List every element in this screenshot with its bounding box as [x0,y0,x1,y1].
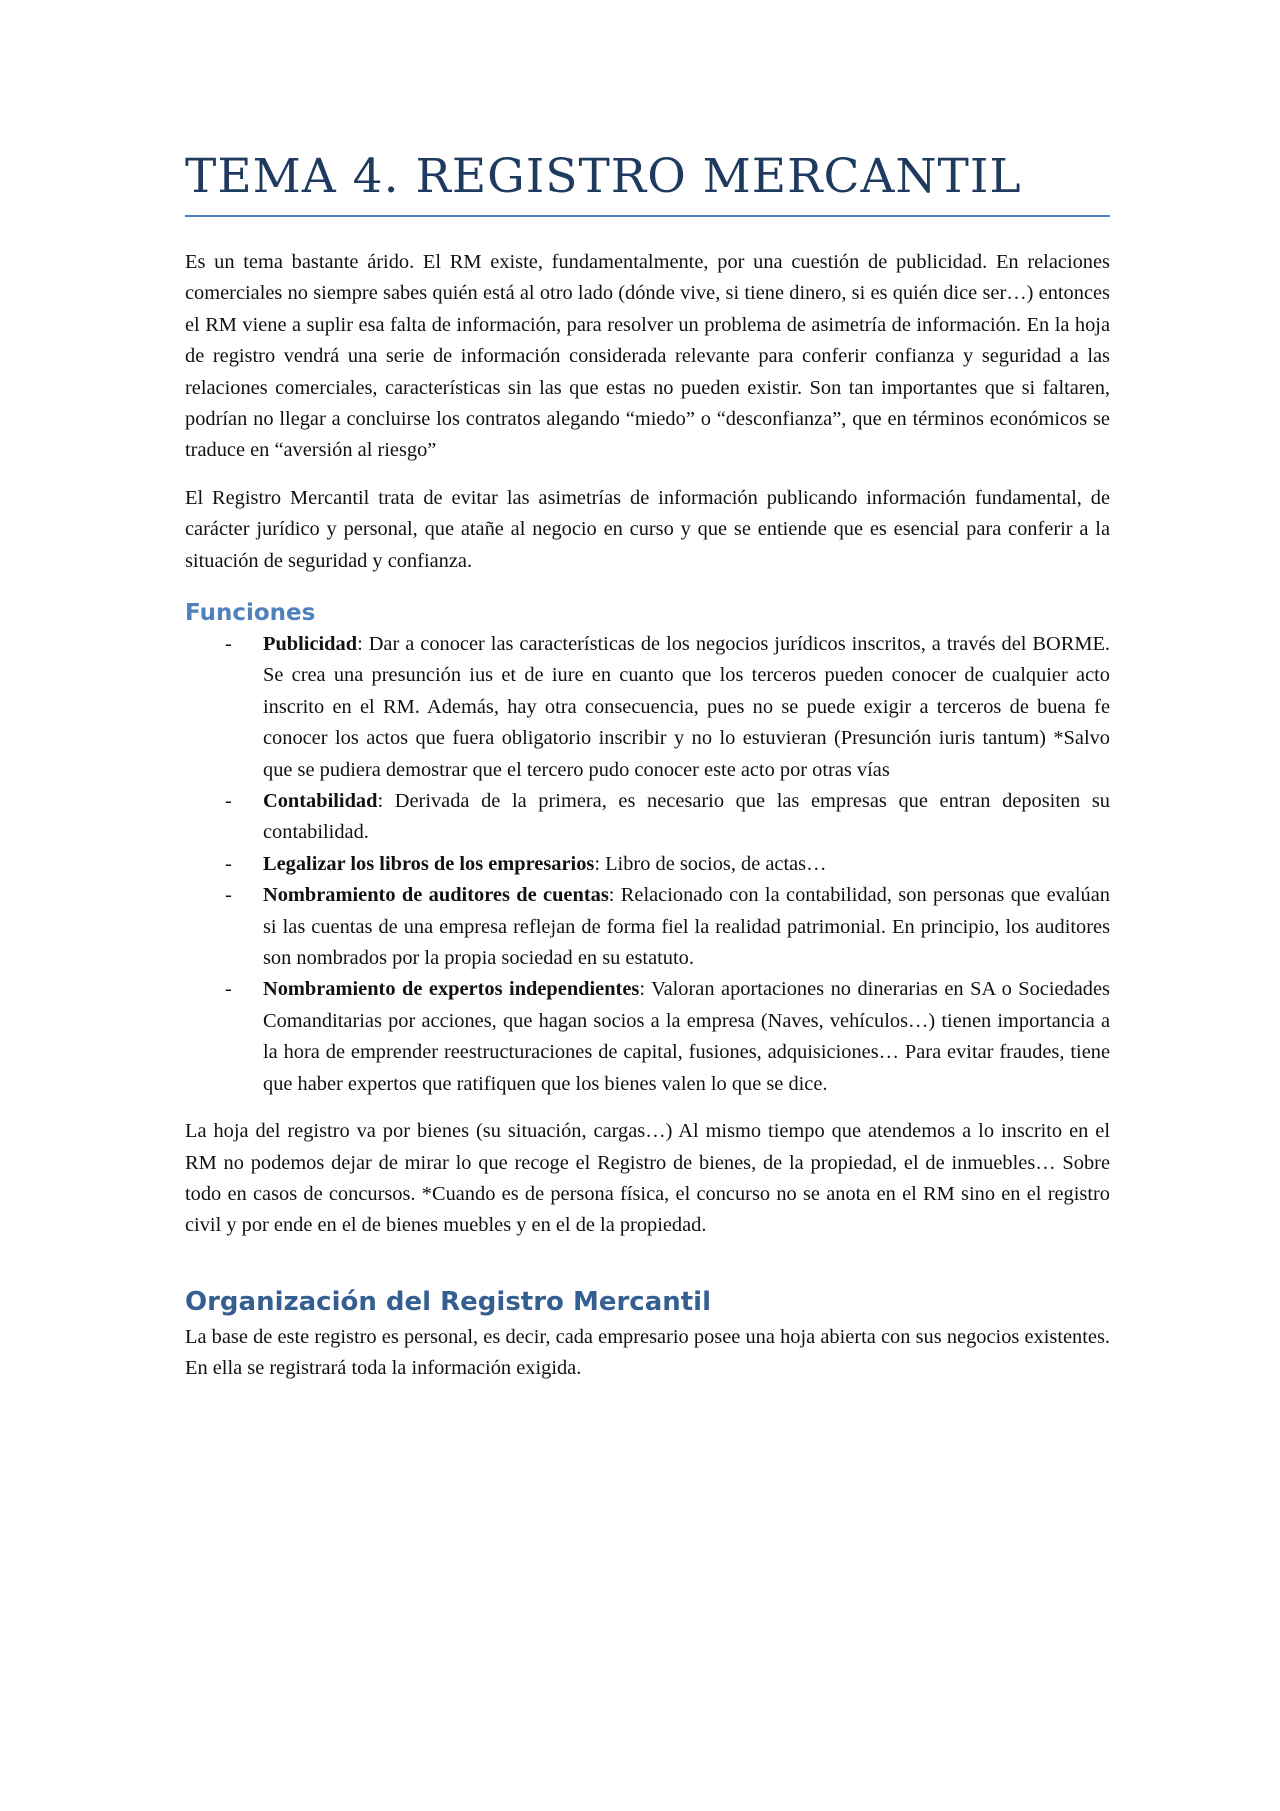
list-item-text: : Valoran aportaciones no dinerarias en SA o Sociedades Comanditarias por acciones, que hagan socios a la empresa (Naves, vehículos…) tienen importancia a la hora de emprender reestructuraciones de capital, fusiones, adquisiciones… Para evitar fraudes, tiene que haber expertos que ratifiquen que los bienes valen lo que se dice. [263,978,1110,1095]
list-item [185,786,1110,849]
list-item-term: Nombramiento de auditores de cuentas [263,884,609,907]
title-underline [185,215,1110,217]
list-item [185,880,1110,974]
intro-paragraph-1: Es un tema bastante árido. El RM existe, fundamentalmente, por una cuestión de publicidad. En relaciones comerciales no siempre sabes quién está al otro lado (dónde vive, si tiene dinero, si es quién dice ser…) entonces el RM viene a suplir esa falta de información, para resolver un problema de asimetría de información. En la hoja de registro vendrá una serie de información considerada relevante para conferir confianza y seguridad a las relaciones comerciales, características sin las que estas no pueden existir. Son tan importantes que si faltaren, podrían no llegar a concluirse los contratos alegando “miedo” o “desconfianza”, que en términos económicos se traduce en “aversión al riesgo” [185,251,1110,462]
section-heading-funciones: Funciones [185,600,316,627]
document-page [185,150,1110,1400]
bullet-dash: - [225,633,232,655]
section-heading-organizacion: Organización del Registro Mercantil [185,1286,712,1317]
list-item-term: Legalizar los libros de los empresarios [263,852,595,875]
list-item-text: : Libro de socios, de actas… [594,852,827,875]
organizacion-paragraph: La base de este registro es personal, es decir, cada empresario posee una hoja abierta con sus negocios existentes. En ella se registrará toda la información exigida. [185,1325,1110,1379]
list-item-term: Contabilidad [263,790,378,813]
list-item [185,629,1110,786]
bullet-dash: - [225,852,232,875]
bullet-dash: - [225,884,232,907]
list-item-text: : Relacionado con la contabilidad, son personas que evalúan si las cuentas de una empresa reflejan de forma fiel la realidad patrimonial. En principio, los auditores son nombrados por la propia sociedad en su estatuto. [263,884,1110,970]
list-item-text: : Dar a conocer las características de los negocios jurídicos inscritos, a través del BORME. Se crea una presunción ius et de iure en cuanto que los terceros pueden conocer de cualquier acto inscrito en el RM. Además, hay otra consecuencia, pues no se puede exigir a terceros de buena fe conocer los actos que fuera obligatorio inscribir y no lo estuvieran (Presunción iuris tantum) *Salvo que se pudiera demostrar que el tercero pudo conocer este acto por otras vías [263,633,1110,781]
list-item [185,974,1110,1100]
page-title: TEMA 4. REGISTRO MERCANTIL [185,149,1022,204]
list-item-term: Publicidad [263,633,358,655]
bullet-dash: - [225,978,232,1001]
list-item-term: Nombramiento de expertos independientes [263,978,640,1001]
intro-paragraph-2: El Registro Mercantil trata de evitar las asimetrías de información publicando información fundamental, de carácter jurídico y personal, que atañe al negocio en curso y que se entiende que es esencial para conferir a la situación de seguridad y confianza. [185,486,1110,572]
list-item-text: : Derivada de la primera, es necesario que las empresas que entran depositen su contabilidad. [263,790,1110,844]
bullet-dash: - [225,790,232,813]
list-item [185,849,1110,880]
registro-bienes-paragraph: La hoja del registro va por bienes (su situación, cargas…) Al mismo tiempo que atendemos a lo inscrito en el RM no podemos dejar de mirar lo que recoge el Registro de bienes, de la propiedad, el de inmuebles… Sobre todo en casos de concursos. *Cuando es de persona física, el concurso no se anota en el RM sino en el registro civil y por ende en el de bienes muebles y en el de la propiedad. [185,1120,1110,1237]
funciones-list [185,629,1110,1100]
